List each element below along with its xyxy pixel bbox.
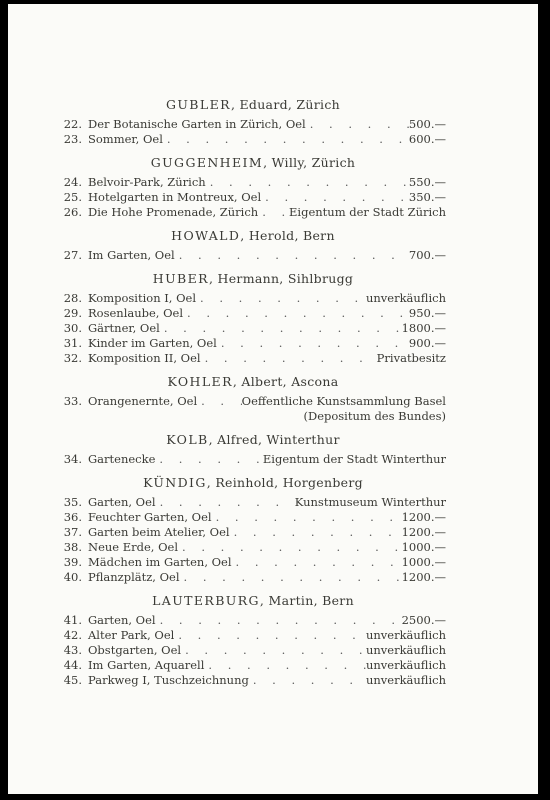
- dot-leader: [206, 175, 409, 190]
- catalog-entry: [60, 495, 446, 510]
- catalog-entry: [60, 336, 446, 351]
- entry-price: Kunstmuseum Winterthur: [294, 495, 446, 509]
- artist-details: , Martin, Bern: [259, 593, 354, 608]
- dot-leader: [155, 452, 262, 467]
- entry-title: Alter Park, Oel: [88, 628, 175, 642]
- dot-leader: [156, 495, 295, 510]
- entry-number: 35.: [63, 495, 82, 509]
- dot-leader: [261, 190, 409, 205]
- catalog-entry: [60, 540, 446, 555]
- catalog-entry: [60, 117, 446, 132]
- catalog-page: [8, 4, 538, 794]
- artist-details: , Hermann, Sihlbrugg: [208, 271, 354, 286]
- dot-leader: [181, 643, 366, 658]
- entry-number: 22.: [63, 117, 82, 131]
- entry-number: 43.: [63, 643, 82, 657]
- artist-details: , Alfred, Winterthur: [208, 432, 340, 447]
- entry-number: 37.: [63, 525, 82, 539]
- dot-leader: [204, 658, 366, 673]
- entry-price: unverkäuflich: [365, 643, 446, 657]
- catalog-entry: [60, 510, 446, 525]
- catalog-entry: [60, 658, 446, 673]
- catalog-entry: [60, 291, 446, 306]
- catalog-entry: [60, 555, 446, 570]
- dot-leader: [174, 628, 366, 643]
- entry-price: 1800.—: [401, 321, 446, 335]
- artist-details: , Eduard, Zürich: [230, 97, 340, 112]
- dot-leader: [249, 673, 366, 688]
- entry-price: 950.—: [408, 306, 446, 320]
- entry-number: 39.: [63, 555, 82, 569]
- dot-leader: [212, 510, 402, 525]
- entry-number: 40.: [63, 570, 82, 584]
- catalog-entry: [60, 525, 446, 540]
- entry-price: 1000.—: [401, 555, 446, 569]
- artist-details: , Reinhold, Horgenberg: [206, 475, 363, 490]
- artist-details: , Herold, Bern: [240, 228, 335, 243]
- artist-heading: [60, 97, 446, 113]
- artist-details: , Albert, Ascona: [232, 374, 339, 389]
- artist-heading: [60, 271, 446, 287]
- entry-number: 26.: [63, 205, 82, 219]
- catalog-entry: [60, 351, 446, 366]
- entry-price: 1200.—: [401, 570, 446, 584]
- catalog-entry: [60, 132, 446, 147]
- artist-heading: [60, 155, 446, 171]
- entry-price: Eigentum der Stadt Winterthur: [262, 452, 446, 466]
- entry-note: (Depositum des Bundes): [303, 409, 446, 423]
- artist-details: , Willy, Zürich: [263, 155, 356, 170]
- catalog-entry: [60, 613, 446, 628]
- entry-title: Komposition I, Oel: [88, 291, 197, 305]
- entry-price: unverkäuflich: [365, 291, 446, 305]
- catalog-entry: [60, 570, 446, 585]
- entry-title: Garten beim Atelier, Oel: [88, 525, 230, 539]
- dot-leader: [217, 336, 409, 351]
- dot-leader: [232, 555, 402, 570]
- entry-title: Feuchter Garten, Oel: [88, 510, 212, 524]
- entry-title: Im Garten, Aquarell: [88, 658, 205, 672]
- dot-leader: [201, 351, 377, 366]
- artist-surname: HOWALD: [171, 228, 241, 243]
- entry-title: Hotelgarten in Montreux, Oel: [88, 190, 262, 204]
- dot-leader: [197, 394, 242, 409]
- entry-price: Privatbesitz: [376, 351, 446, 365]
- artist-heading: [60, 228, 446, 244]
- entry-number: 38.: [63, 540, 82, 554]
- entry-number: 33.: [63, 394, 82, 408]
- dot-leader: [163, 132, 409, 147]
- dot-leader: [230, 525, 402, 540]
- entry-price: 1200.—: [401, 525, 446, 539]
- entry-number: 44.: [63, 658, 82, 672]
- catalog-entry: [60, 321, 446, 336]
- entry-price: unverkäuflich: [365, 673, 446, 687]
- artist-surname: HUBER: [152, 271, 209, 286]
- entry-price: 700.—: [408, 248, 446, 262]
- entry-title: Pflanzplätz, Oel: [88, 570, 180, 584]
- dot-leader: [178, 540, 402, 555]
- entry-title: Neue Erde, Oel: [88, 540, 179, 554]
- artist-heading: [60, 432, 446, 448]
- dot-leader: [196, 291, 366, 306]
- entry-number: 42.: [63, 628, 82, 642]
- entry-title: Komposition II, Oel: [88, 351, 201, 365]
- artist-surname: GUGGENHEIM: [150, 155, 264, 170]
- entry-number: 31.: [63, 336, 82, 350]
- entry-title: Garten, Oel: [88, 613, 156, 627]
- dot-leader: [180, 570, 402, 585]
- entry-price: Eigentum der Stadt Zürich: [289, 205, 446, 219]
- artist-heading: [60, 475, 446, 491]
- catalog-entry: [60, 394, 446, 409]
- entry-title: Orangenernte, Oel: [88, 394, 198, 408]
- dot-leader: [156, 613, 402, 628]
- entry-number: 32.: [63, 351, 82, 365]
- catalog-entry: [60, 190, 446, 205]
- entry-number: 23.: [63, 132, 82, 146]
- entry-price: 600.—: [408, 132, 446, 146]
- entry-number: 24.: [63, 175, 82, 189]
- entry-price: unverkäuflich: [365, 628, 446, 642]
- entry-price: 2500.—: [401, 613, 446, 627]
- entry-price: 500.—: [408, 117, 446, 131]
- entry-title: Die Hohe Promenade, Zürich: [88, 205, 259, 219]
- artist-surname: GUBLER: [165, 97, 231, 112]
- entry-number: 45.: [63, 673, 82, 687]
- catalog-list: [60, 97, 446, 688]
- entry-title: Mädchen im Garten, Oel: [88, 555, 232, 569]
- entry-title: Der Botanische Garten in Zürich, Oel: [88, 117, 306, 131]
- dot-leader: [175, 248, 409, 263]
- entry-price: 900.—: [408, 336, 446, 350]
- entry-title: Belvoir-Park, Zürich: [88, 175, 206, 189]
- entry-title: Parkweg I, Tuschzeichnung: [88, 673, 249, 687]
- entry-number: 28.: [63, 291, 82, 305]
- entry-title: Rosenlaube, Oel: [88, 306, 184, 320]
- artist-heading: [60, 374, 446, 390]
- artist-surname: LAUTERBURG: [152, 593, 260, 608]
- artist-surname: KOHLER: [167, 374, 233, 389]
- entry-price: 550.—: [408, 175, 446, 189]
- entry-title: Kinder im Garten, Oel: [88, 336, 217, 350]
- catalog-entry: [60, 673, 446, 688]
- catalog-entry: [60, 306, 446, 321]
- entry-number: 36.: [63, 510, 82, 524]
- entry-price: 350.—: [408, 190, 446, 204]
- entry-title: Obstgarten, Oel: [88, 643, 182, 657]
- entry-price: 1000.—: [401, 540, 446, 554]
- dot-leader: [258, 205, 289, 220]
- entry-number: 29.: [63, 306, 82, 320]
- entry-title: Sommer, Oel: [88, 132, 163, 146]
- entry-price: 1200.—: [401, 510, 446, 524]
- entry-number: 30.: [63, 321, 82, 335]
- entry-price: Oeffentliche Kunstsammlung Basel: [241, 394, 446, 408]
- entry-number: 34.: [63, 452, 82, 466]
- catalog-entry: [60, 248, 446, 263]
- entry-number: 25.: [63, 190, 82, 204]
- catalog-entry: [60, 175, 446, 190]
- entry-title: Im Garten, Oel: [88, 248, 175, 262]
- entry-number: 27.: [63, 248, 82, 262]
- dot-leader: [160, 321, 402, 336]
- artist-surname: KOLB: [166, 432, 209, 447]
- dot-leader: [183, 306, 409, 321]
- catalog-entry: [60, 628, 446, 643]
- catalog-entry: [60, 643, 446, 658]
- catalog-entry: [60, 452, 446, 467]
- artist-heading: [60, 593, 446, 609]
- entry-title: Gärtner, Oel: [88, 321, 160, 335]
- catalog-entry: [60, 205, 446, 220]
- entry-title: Garten, Oel: [88, 495, 156, 509]
- dot-leader: [306, 117, 409, 132]
- artist-surname: KÜNDIG: [143, 475, 207, 490]
- entry-title: Gartenecke: [88, 452, 156, 466]
- entry-number: 41.: [63, 613, 82, 627]
- entry-price: unverkäuflich: [365, 658, 446, 672]
